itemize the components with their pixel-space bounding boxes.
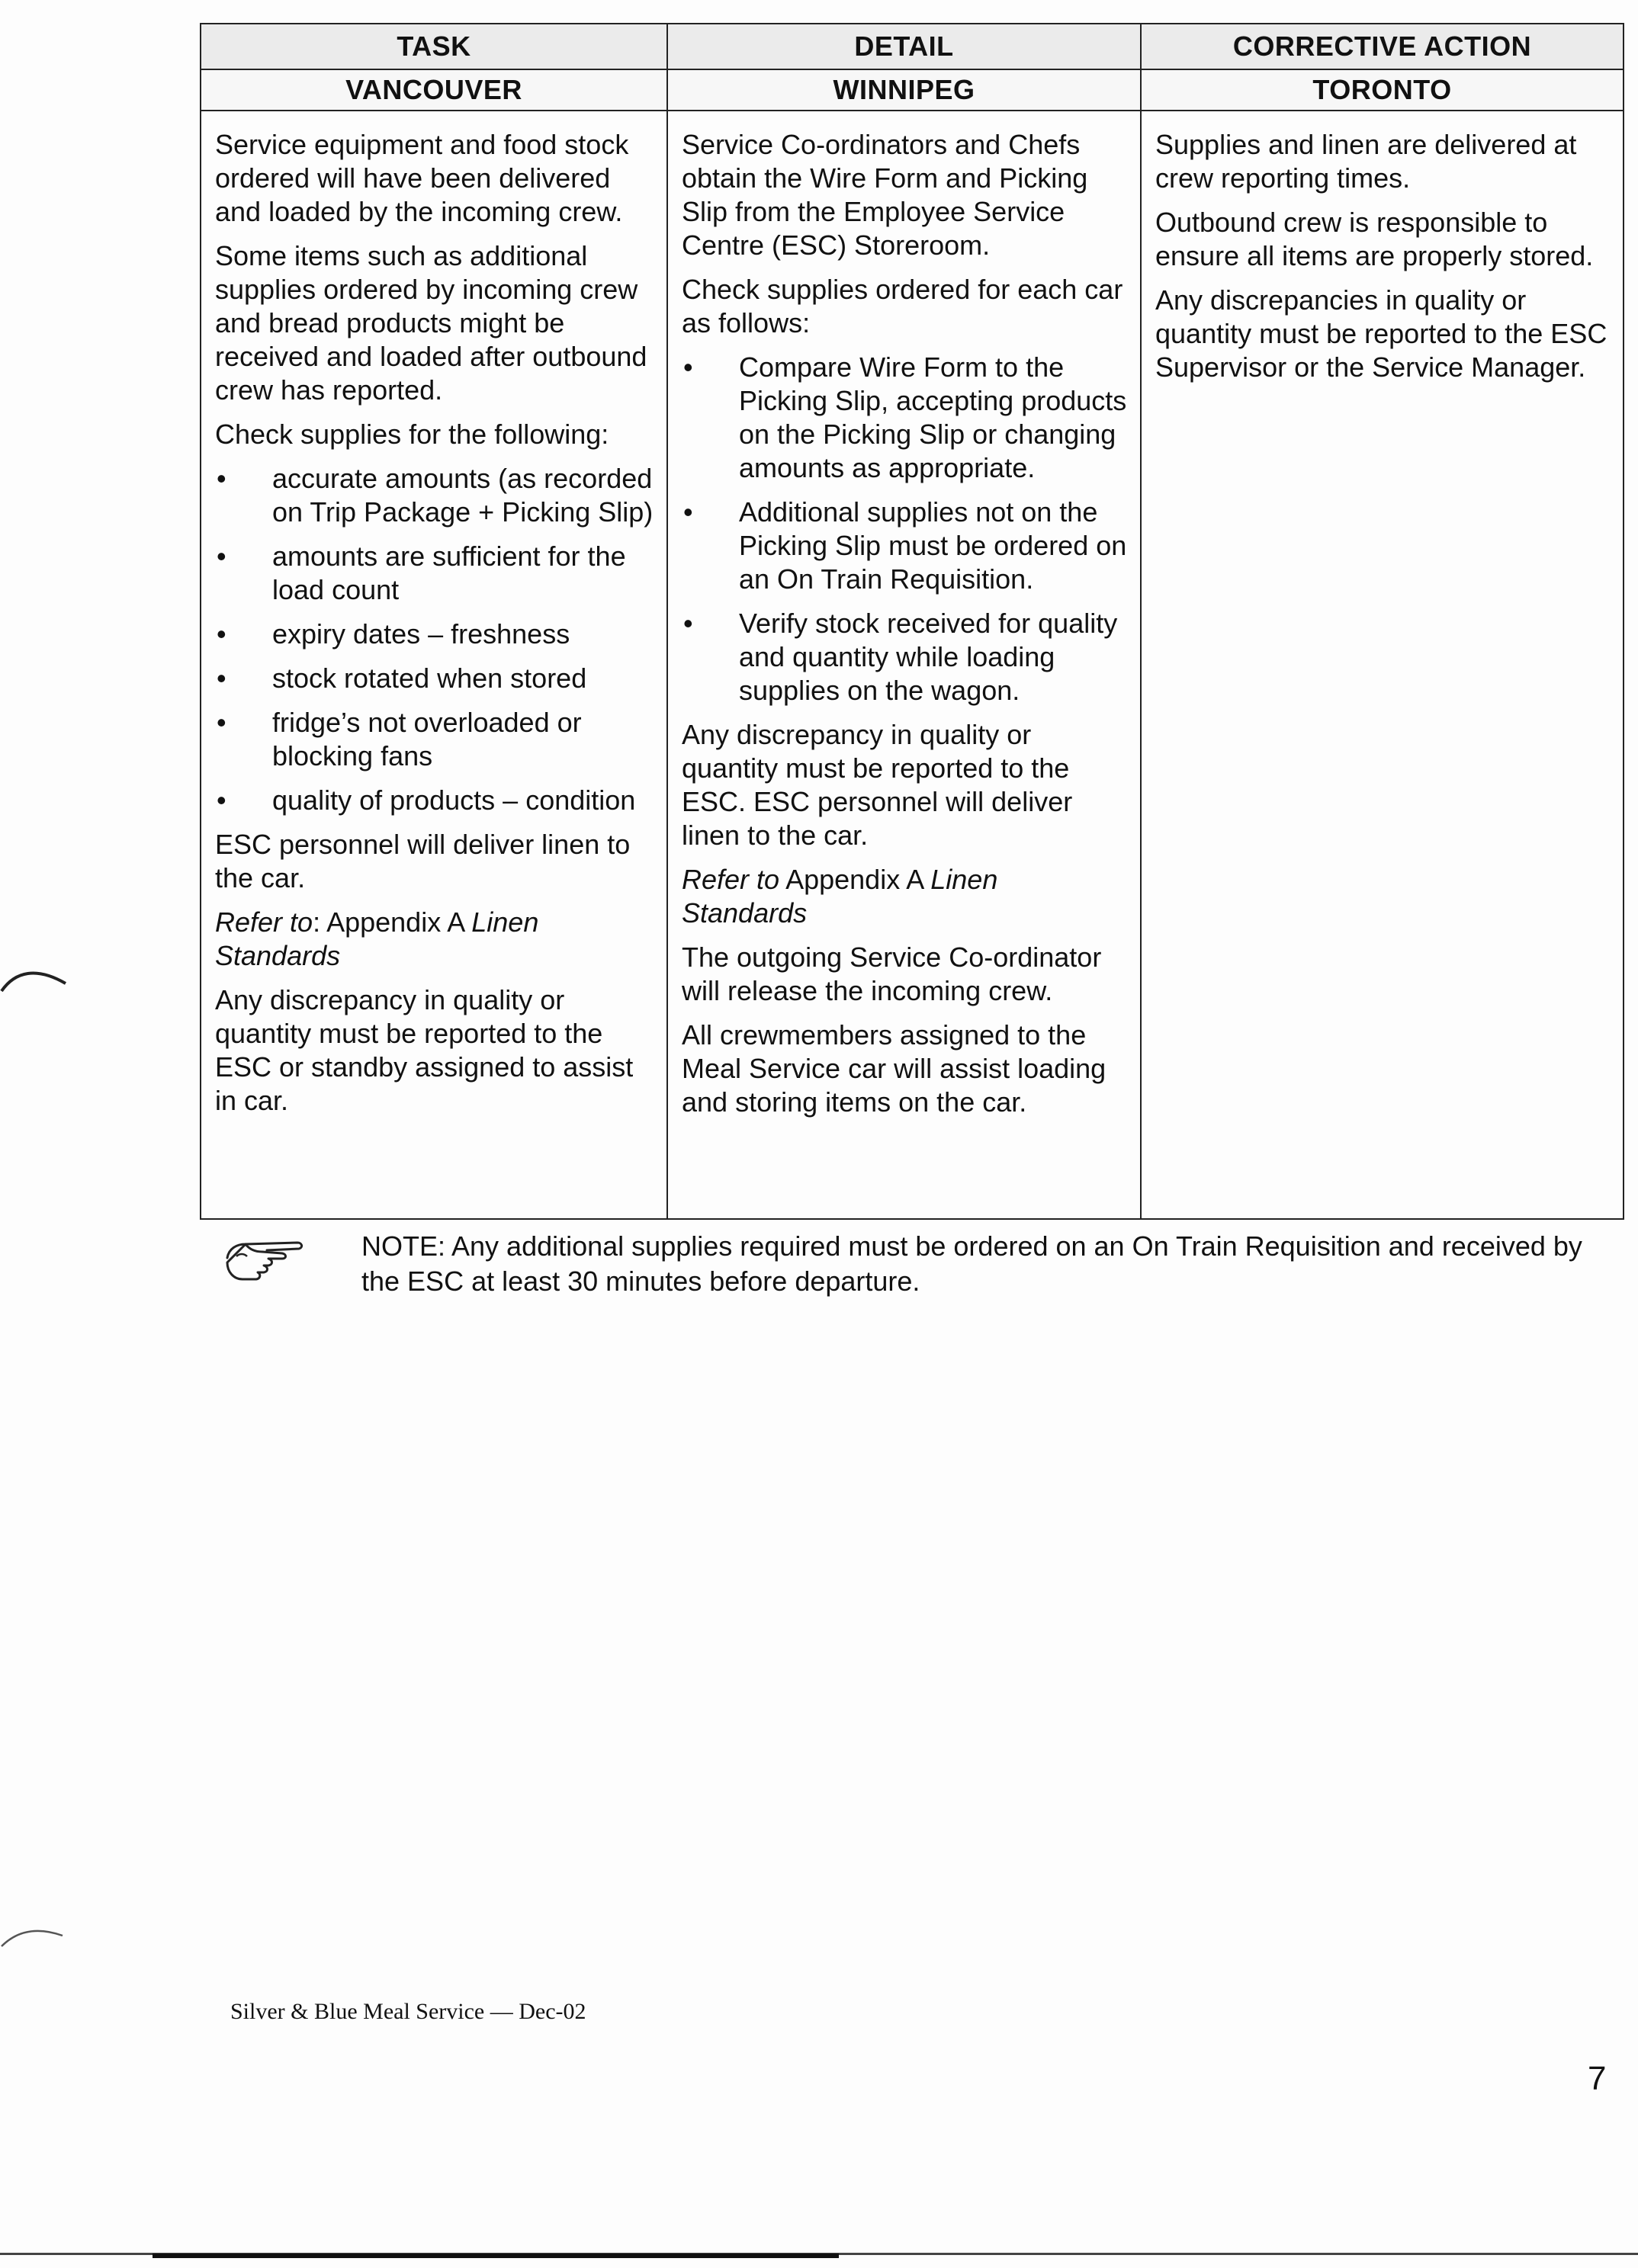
- pointing-hand-icon: [223, 1235, 307, 1282]
- list-item: • expiry dates – freshness: [215, 618, 654, 651]
- list-item: • quality of products – condition: [215, 784, 654, 817]
- winnipeg-cell: [667, 111, 1141, 1219]
- vancouver-checklist: [215, 462, 654, 817]
- document-footer: Silver & Blue Meal Service — Dec-02: [230, 1999, 586, 2024]
- vancouver-p3: Check supplies for the following:: [215, 419, 609, 450]
- vancouver-cell: [201, 111, 667, 1219]
- toronto-cell: [1141, 111, 1624, 1219]
- content-row: [201, 111, 1624, 1219]
- vancouver-p4: ESC personnel will deliver linen to the car.: [215, 829, 631, 893]
- winnipeg-p5: All crewmembers assigned to the Meal Service car will assist loading and storing items on the car.: [682, 1019, 1106, 1118]
- city-row: [201, 69, 1624, 111]
- toronto-p2: Outbound crew is responsible to ensure all items are properly stored.: [1155, 207, 1594, 271]
- note-text: NOTE: Any additional supplies required must be ordered on an On Train Requisition and received by the ESC at least 30 minutes before departure.: [361, 1230, 1582, 1297]
- margin-mark: [0, 1910, 69, 1955]
- page-number: 7: [1588, 2060, 1607, 2097]
- toronto-p1: Supplies and linen are delivered at crew reporting times.: [1155, 129, 1577, 194]
- refer-label: Refer to: [682, 864, 780, 895]
- winnipeg-p1: Service Co-ordinators and Chefs obtain the Wire Form and Picking Slip from the Employee Service Centre (ESC) Storeroom.: [682, 129, 1088, 261]
- procedure-table: [200, 23, 1624, 1220]
- city-toronto: TORONTO: [1141, 69, 1624, 111]
- list-item: • Additional supplies not on the Picking Slip must be ordered on an On Train Requisition.: [682, 496, 1128, 596]
- list-item: • stock rotated when stored: [215, 662, 654, 695]
- refer-standards: Linen Standards: [215, 906, 539, 971]
- winnipeg-p3: Any discrepancy in quality or quantity must be reported to the ESC. ESC personnel will deliver linen to the car.: [682, 719, 1073, 851]
- winnipeg-p2: Check supplies ordered for each car as follows:: [682, 274, 1123, 338]
- refer-appendix: Appendix A: [779, 864, 931, 895]
- list-item: • Compare Wire Form to the Picking Slip, accepting products on the Picking Slip or changing amounts as appropriate.: [682, 351, 1128, 485]
- toronto-p3: Any discrepancies in quality or quantity must be reported to the ESC Supervisor or the Service Manager.: [1155, 284, 1607, 383]
- list-item: • Verify stock received for quality and quantity while loading supplies on the wagon.: [682, 607, 1128, 707]
- winnipeg-checklist: [682, 351, 1128, 707]
- list-item: • accurate amounts (as recorded on Trip Package + Picking Slip): [215, 462, 654, 529]
- header-row: [201, 24, 1624, 69]
- header-detail: DETAIL: [667, 24, 1141, 69]
- vancouver-p5: Any discrepancy in quality or quantity must be reported to the ESC or standby assigned to assist in car.: [215, 984, 634, 1116]
- list-item: • amounts are sufficient for the load count: [215, 540, 654, 607]
- refer-label: Refer to: [215, 906, 313, 938]
- refer-standards: Linen Standards: [682, 864, 998, 929]
- vancouver-refer: [215, 906, 654, 973]
- header-task: TASK: [201, 24, 667, 69]
- scan-edge-line: [153, 2254, 839, 2258]
- vancouver-p2: Some items such as additional supplies ordered by incoming crew and bread products might be received and loaded after outbound crew has reported.: [215, 240, 647, 406]
- winnipeg-refer: [682, 863, 1128, 930]
- margin-mark: [0, 953, 69, 999]
- header-corrective-action: CORRECTIVE ACTION: [1141, 24, 1624, 69]
- city-vancouver: VANCOUVER: [201, 69, 667, 111]
- winnipeg-p4: The outgoing Service Co-ordinator will release the incoming crew.: [682, 942, 1102, 1006]
- city-winnipeg: WINNIPEG: [667, 69, 1141, 111]
- refer-appendix: : Appendix A: [313, 906, 472, 938]
- vancouver-p1: Service equipment and food stock ordered will have been delivered and loaded by the incoming crew.: [215, 129, 629, 227]
- list-item: • fridge’s not overloaded or blocking fans: [215, 706, 654, 773]
